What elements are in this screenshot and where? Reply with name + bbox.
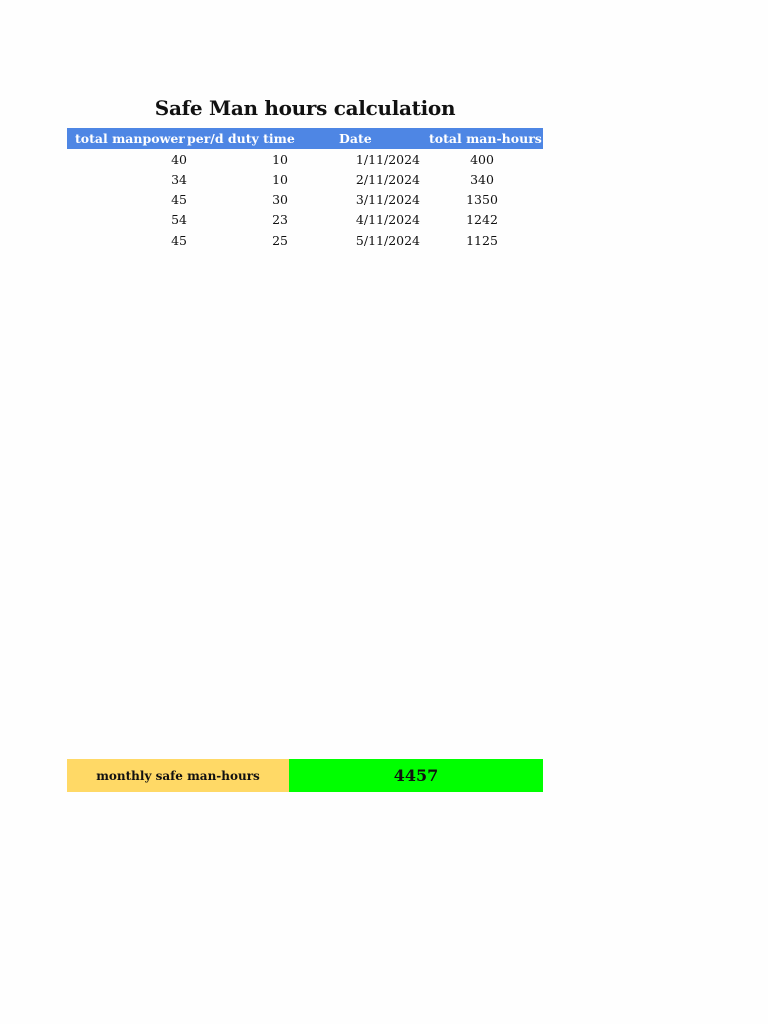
cell-date[interactable]: 1/11/2024	[355, 152, 420, 167]
cell-duty-time[interactable]: 10	[272, 172, 288, 187]
cell-total-man-hours[interactable]: 400	[470, 152, 494, 167]
cell-duty-time[interactable]: 30	[272, 192, 288, 207]
cell-manpower[interactable]: 45	[171, 233, 187, 248]
cell-manpower[interactable]: 40	[171, 152, 187, 167]
column-header-total-man-hours[interactable]: total man-hours	[429, 131, 542, 146]
summary-row	[67, 759, 543, 792]
table-row	[67, 231, 543, 251]
table-row	[67, 190, 543, 210]
cell-date[interactable]: 2/11/2024	[355, 172, 420, 187]
cell-manpower[interactable]: 34	[171, 172, 187, 187]
column-header-date[interactable]: Date	[339, 131, 372, 146]
cell-date[interactable]: 5/11/2024	[355, 233, 420, 248]
cell-total-man-hours[interactable]: 1242	[466, 212, 498, 227]
cell-total-man-hours[interactable]: 340	[470, 172, 494, 187]
table-row	[67, 150, 543, 170]
cell-manpower[interactable]: 45	[171, 192, 187, 207]
table-header	[67, 128, 543, 149]
cell-manpower[interactable]: 54	[171, 212, 187, 227]
column-header-duty-time[interactable]: per/d duty time	[187, 131, 295, 146]
cell-duty-time[interactable]: 10	[272, 152, 288, 167]
sheet-title: Safe Man hours calculation	[154, 96, 456, 120]
cell-date[interactable]: 4/11/2024	[355, 212, 420, 227]
cell-duty-time[interactable]: 23	[272, 212, 288, 227]
cell-date[interactable]: 3/11/2024	[355, 192, 420, 207]
table-row	[67, 170, 543, 190]
table-row	[67, 210, 543, 230]
cell-duty-time[interactable]: 25	[272, 233, 288, 248]
cell-total-man-hours[interactable]: 1350	[466, 192, 498, 207]
cell-total-man-hours[interactable]: 1125	[466, 233, 498, 248]
column-header-total-manpower[interactable]: total manpower	[75, 131, 185, 146]
summary-label[interactable]: monthly safe man-hours	[67, 759, 289, 792]
summary-value[interactable]: 4457	[289, 759, 543, 792]
